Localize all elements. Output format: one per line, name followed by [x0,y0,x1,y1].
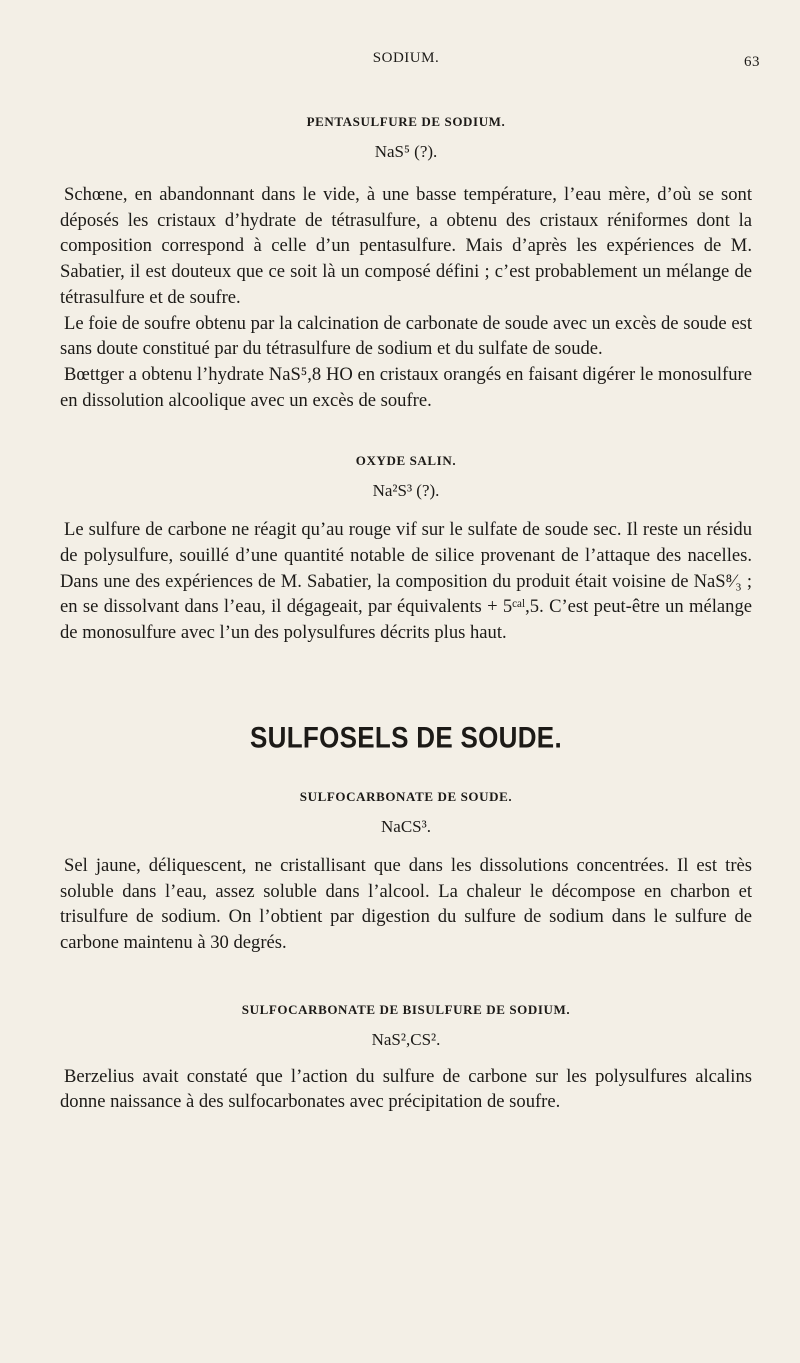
running-header [60,46,760,72]
paragraph: Schœne, en abandonnant dans le vide, à une basse température, l’eau mère, d’où se sont déposés les cristaux d’hydrate de tétrasulfure, a obtenu des cristaux réniformes dont la composition correspond à celle d’un pentasulfure. Mais d’après les expériences de M. Sabatier, il est douteux que ce soit là un composé défini ; c’est probablement un mélange de tétrasulfure et de soufre. [60,184,752,308]
section-title-sulfocarbonate-bisulfure: SULFOCARBONATE DE BISULFURE DE SODIUM. [241,1001,571,1017]
running-title: SODIUM. [372,50,440,66]
formula-sulfocarbonate: NaCS³. [381,816,431,836]
page-number: 63 [744,54,760,70]
formula-sulfocarbonate-bisulfure: NaS²,CS². [371,1029,441,1049]
paragraph: Sel jaune, déliquescent, ne cristallisant que dans les dissolutions concentrées. Il est très soluble dans l’eau, assez soluble dans l’alcool. La chaleur le décompose en charbon et trisulfure de sodium. On l’obtient par digestion du sulfure de sodium dans le sulfure de carbone maintenu à 30 degrés. [60,854,752,953]
section-title-oxyde-salin: OXYDE SALIN. [355,453,457,469]
section-title-sulfocarbonate: SULFOCARBONATE DE SOUDE. [299,788,513,804]
paragraph: Le foie de soufre obtenu par la calcination de carbonate de soude avec un excès de soude est sans doute constitué par du tétrasulfure de sodium et du sulfate de soude. [60,312,752,360]
chapter-title: SULFOSELS DE SOUDE. [250,719,562,755]
paragraph: Berzelius avait constaté que l’action du sulfure de carbone sur les polysulfures alcalins donne naissance à des sulfocarbonates avec précipitation de soufre. [60,1065,752,1113]
paragraph: Bœttger a obtenu l’hydrate NaS⁵,8 HO en cristaux orangés en faisant digérer le monosulfure en dissolution alcoolique avec un excès de soufre. [60,363,752,411]
section-title-pentasulfure: PENTASULFURE DE SODIUM. [306,114,506,129]
paragraph: Le sulfure de carbone ne réagit qu’au rouge vif sur le sulfate de soude sec. Il reste un résidu de polysulfure, souillé d’une quantité notable de silice provenant de l’attaque des nacelles. Dans une des expériences de M. Sabatier, la composition du produit était voisine de NaS⁸⁄₃ ; en se dissolvant dans l’eau, il dégageait, par équivalents + 5ᶜᵃˡ,5. C’est peut-être un mélange de monosulfure avec l’un des polysulfures décrits plus haut. [60,519,752,644]
formula-pentasulfure: NaS⁵ (?). [374,142,438,161]
formula-oxyde-salin: Na²S³ (?). [372,481,440,501]
